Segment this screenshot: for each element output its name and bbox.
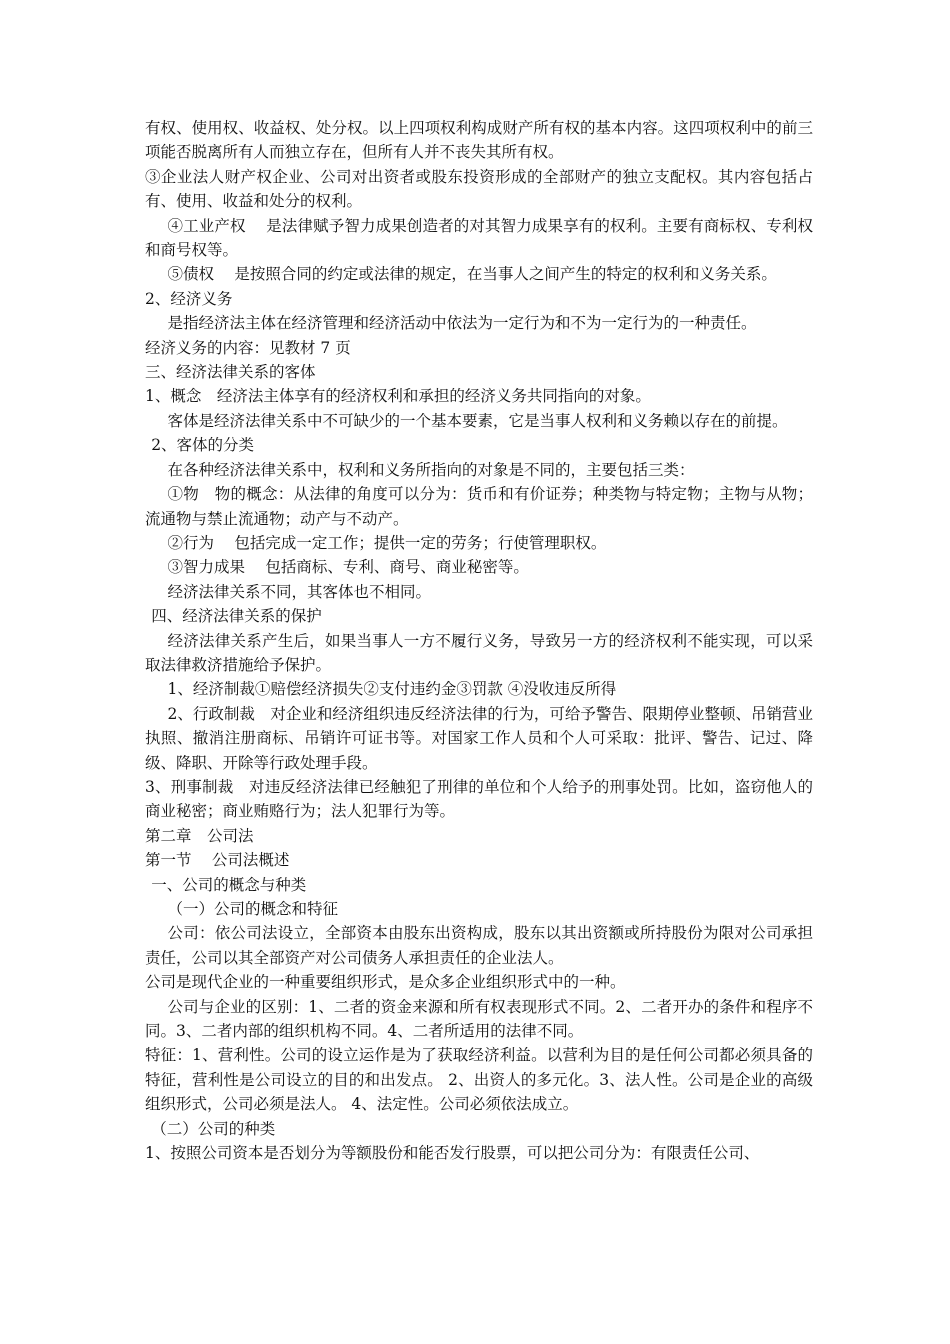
paragraph: 3、刑事制裁 对违反经济法律已经触犯了刑律的单位和个人给予的刑事处罚。比如，盗窃他人的商业秘密；商业贿赂行为；法人犯罪行为等。 [145, 777, 813, 821]
paragraph: 客体是经济法律关系中不可缺少的一个基本要素，它是当事人权利和义务赖以存在的前提。 [167, 411, 788, 430]
section-heading: 2、经济义务 [145, 289, 233, 308]
paragraph: 1、按照公司资本是否划分为等额股份和能否发行股票，可以把公司分为：有限责任公司、 [145, 1144, 760, 1163]
chapter-heading: 第二章 公司法 [145, 826, 254, 845]
section-heading: 一、公司的概念与种类 [151, 875, 307, 894]
paragraph: 在各种经济法律关系中，权利和义务所指向的对象是不同的，主要包括三类： [167, 460, 695, 479]
paragraph: ②行为 包括完成一定工作；提供一定的劳务；行使管理职权。 [167, 533, 607, 552]
paragraph: 经济法律关系产生后，如果当事人一方不履行义务，导致另一方的经济权利不能实现，可以采取法律救济措施给予保护。 [145, 631, 813, 674]
paragraph: 经济法律关系不同，其客体也不相同。 [167, 582, 431, 601]
document-body [145, 116, 813, 1165]
paragraph: 1、概念 经济法主体享有的经济权利和承担的经济义务共同指向的对象。 [145, 387, 651, 406]
section-heading: 三、经济法律关系的客体 [145, 363, 316, 382]
paragraph: ④工业产权 是法律赋予智力成果创造者的对其智力成果享有的权利。主要有商标权、专利权和商号权等。 [145, 216, 813, 260]
paragraph: ⑤债权 是按照合同的约定或法律的规定，在当事人之间产生的特定的权利和义务关系。 [167, 265, 777, 284]
paragraph: 2、行政制裁 对企业和经济组织违反经济法律的行为，可给予警告、限期停业整顿、吊销营业执照、撤消注册商标、吊销许可证书等。对国家工作人员和个人可采取：批评、警告、记过、降级、降职、开除等行政处理手段。 [145, 704, 813, 772]
paragraph: ③智力成果 包括商标、专利、商号、商业秘密等。 [167, 558, 529, 577]
paragraph: 是指经济法主体在经济管理和经济活动中依法为一定行为和不为一定行为的一种责任。 [167, 314, 757, 333]
section-heading: 2、客体的分类 [151, 436, 255, 455]
paragraph: 有权、使用权、收益权、处分权。以上四项权利构成财产所有权的基本内容。这四项权利中的前三项能否脱离所有人而独立存在，但所有人并不丧失其所有权。 [145, 119, 813, 162]
paragraph: 公司是现代企业的一种重要组织形式，是众多企业组织形式中的一种。 [145, 973, 626, 992]
subsection-heading: （二）公司的种类 [151, 1119, 276, 1138]
paragraph: 公司：依公司法设立，全部资本由股东出资构成，股东以其出资额或所持股份为限对公司承担责任，公司以其全部资产对公司债务人承担责任的企业法人。 [145, 924, 813, 967]
section-heading: 四、经济法律关系的保护 [151, 607, 322, 626]
paragraph: ①物 物的概念：从法律的角度可以分为：货币和有价证券；种类物与特定物；主物与从物；流通物与禁止流通物；动产与不动产。 [145, 485, 813, 528]
paragraph: 公司与企业的区别：1、二者的资金来源和所有权表现形式不同。2、二者开办的条件和程序不同。3、二者内部的组织机构不同。4、二者所适用的法律不同。 [145, 997, 813, 1041]
paragraph: 1、经济制裁①赔偿经济损失②支付违约金③罚款 ④没收违反所得 [167, 680, 617, 699]
paragraph: ③企业法人财产权企业、公司对出资者或股东投资形成的全部财产的独立支配权。其内容包括占有、使用、收益和处分的权利。 [145, 167, 813, 211]
paragraph: 特征：1、营利性。公司的设立运作是为了获取经济利益。以营利为目的是任何公司都必须具备的特征，营利性是公司设立的目的和出发点。 2、出资人的多元化。3、法人性。公司是企业的高级组织形式，公司必须是法人。 4、法定性。公司必须依法成立。 [145, 1046, 813, 1114]
paragraph: 经济义务的内容：见教材 7 页 [145, 338, 351, 357]
section-heading: 第一节 公司法概述 [145, 851, 290, 870]
subsection-heading: （一）公司的概念和特征 [167, 900, 338, 918]
